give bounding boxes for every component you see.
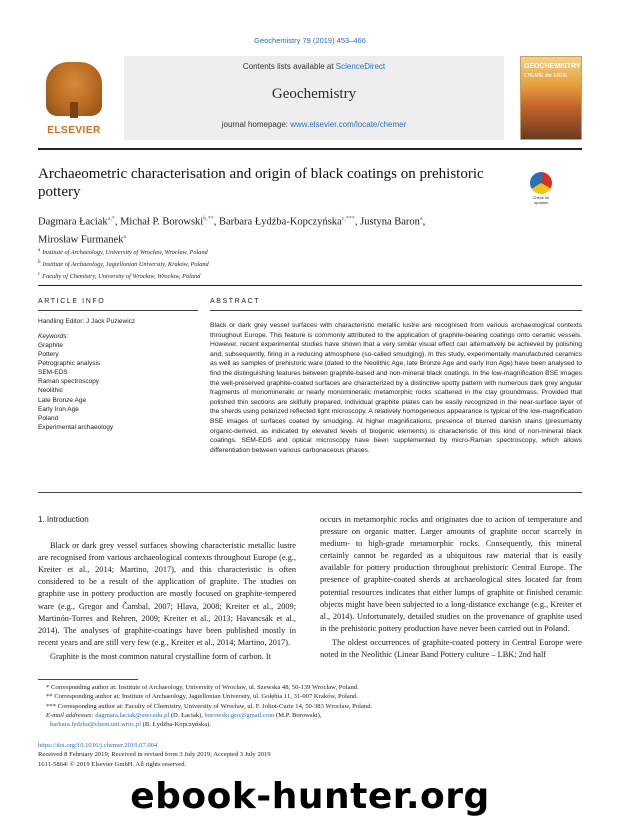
journal-cover-image[interactable] (520, 56, 582, 140)
publisher-name: ELSEVIER (47, 125, 101, 136)
keyword: Pottery (38, 351, 59, 359)
keyword-list (38, 341, 198, 432)
author-name: Barbara Łydżba-Kopczyńska (218, 216, 342, 228)
cover-subtitle: CHEMIE der ERDE (524, 73, 568, 79)
keyword: Petrographic analysis (38, 360, 101, 368)
affiliation-key: a (38, 248, 41, 253)
tree-trunk (70, 102, 78, 118)
copyright: 1611-5864/ © 2019 Elsevier GmbH. All rights reserved. (38, 760, 187, 768)
email-link[interactable]: barbara.lydzba@chem.uni.wroc.pl (50, 721, 142, 729)
footnote-rule (38, 679, 138, 680)
journal-banner (124, 56, 504, 140)
contents-line (124, 62, 504, 71)
abstract-bottom-rule (38, 492, 582, 493)
header-divider (38, 148, 582, 150)
check-updates-icon (530, 172, 552, 194)
affiliation-item (38, 246, 578, 258)
footnote: ** Corresponding author at: Institute of Archaeology, Jagiellonian University, ul. Gołębia 11, 31-007 Kraków, Poland. (46, 693, 358, 701)
author-list: Dagmara Łaciak$^{a,*}$, Michał P. Borowski$^{b,**}$, Barbara Łydżba-Kopczyńska$^{c,***}$, Justyna Baron$^a$, Mirosław Furmanek$^a$ (38, 216, 426, 245)
keyword: Late Bronze Age (38, 396, 87, 404)
keyword: Neolithic (38, 387, 63, 395)
body-paragraph: Black or dark grey vessel surfaces showing characteristic metallic lustre are recognised from various archaeological contexts throughout Europe (e.g., Kreiter et al., 2014; Martino, 2017), and this characteristic is often considered to be a result of the application of graphite. The studies on graphite use in pottery production are mostly focused on graphite-tempered ware (e.g., Gregor and Čambal, 2007; Hlava, 2008; Kreiter et al., 2009; Martinón-Torres and Rehren, 2009; Kreiter et al., 2013; Havancsák et al., 2014). The analyses of graphite-coatings have been published mostly in recent years and are still very few (e.g., Kreiter et al., 2014; Martino, 2017). (38, 541, 296, 647)
check-updates-label: Check for updates (532, 195, 550, 205)
cover-title: GEOCHEMISTRY (524, 63, 581, 70)
watermark: ebook-hunter.org (130, 776, 490, 817)
email-label: E-mail addresses: (46, 711, 96, 719)
affiliation-key: c (38, 272, 41, 278)
journal-citation[interactable]: Geochemistry 79 (2019) 453–466 (254, 36, 366, 45)
affiliation-item (38, 258, 578, 270)
journal-name: Geochemistry (271, 86, 357, 102)
keyword: Experimental archaeology (38, 423, 114, 431)
article-info-rule (38, 310, 198, 311)
footnote: * Corresponding author at: Institute of Archaeology, University of Wrocław, ul. Szewska 48, 50-139 Wrocław, Poland. (46, 684, 359, 691)
author-affiliation-marker[interactable]: b,** (203, 216, 214, 222)
contents-prefix: Contents lists available at (242, 62, 336, 71)
email-owner: (M.P. Borowski), (274, 711, 322, 719)
journal-header (38, 56, 582, 140)
author-affiliation-marker[interactable]: a (419, 216, 423, 222)
homepage-prefix: journal homepage: (221, 120, 291, 129)
homepage-link[interactable]: www.elsevier.com/locate/chemer (290, 120, 407, 129)
author-affiliation-marker[interactable]: a,* (107, 216, 115, 222)
section-heading: 1. Introduction (38, 515, 89, 524)
keyword: Graphite (38, 342, 63, 349)
abstract-heading: ABSTRACT (210, 298, 261, 305)
affiliation-text: Institute of Archaeology, Jagiellonian University, Kraków, Poland (42, 261, 209, 269)
email-addresses (38, 711, 582, 730)
keyword: Poland (38, 414, 59, 422)
abstract-text: Black or dark grey vessel surfaces with characteristic metallic lustre are recognised from various archaeological contexts throughout Europe. This feature is commonly attributed to the application of graphite-bearing coatings onto ceramic vessels. However, recent experimental studies have shown that a very similar visual effect can alternatively be achieved by polishing and, subsequently, firing in a reducing atmosphere (so-called smudging). In this study, experimentally manufactured ceramics as well as samples of prehistoric ware (dated to the Neolithic Age, late Bronze Age and early Iron Age) have been analysed to find the distinguishing features between graphite-based and non-mineral black coatings. In the low-magnification BSE images the well-preserved graphite-coated surfaces are characterized by a distinctive spotty pattern with numerous dark grey angular fragments of monomineralic or nearly monomineralic metamorphic rocks scattered in the clay groundmass. Provided that polished thin sections are skilfully prepared, individual graphite plates can be easily recognized in the near-surface layer of the sherds using polarized reflected light microscopy. A relatively homogeneous appearance is typical of the low-magnification BSE images of surfaces coated by smudging. At higher magnifications, presence of blurred darkish stains (presumably organic-derived, as indicated by elevated levels of biogenic elements) is characteristic of this kind of non-mineral black coatings. SEM-EDS and optical microscopy have been supplemented by micro-Raman spectroscopy, which allows differentiation between various carbonaceous phases. (210, 322, 582, 454)
keywords-label: Keywords: (38, 333, 69, 340)
body-paragraph: occurs in metamorphic rocks and originates due to action of temperature and pressure on organic matter. Larger amounts of graphite occur scarcely in medium- to high-grade metamorphic rocks. Consequently, this mineral certainly cannot be regarded as a ubiquitous raw material that is easily available for pottery production throughout prehistoric Central Europe. The presence of graphite-coated sherds at archaeological sites located far from potential resources indicates that either lumps of graphite or finished ceramic objects might have been subjected to a long-distance exchange (e.g., Kreiter et al., 2014). Unfortunately, detailed studies on the provenance of graphite used in the prehistoric pottery production have never been carried out in Poland. (320, 515, 582, 633)
elsevier-logo (38, 56, 110, 140)
affiliation-text: Institute of Archaeology, University of Wrocław, Wrocław, Poland (42, 249, 208, 257)
author-name: Dagmara Łaciak (38, 216, 108, 228)
keyword: Raman spectroscopy (38, 378, 100, 386)
body-column-right (320, 514, 582, 663)
received-dates: Received 8 February 2019; Received in revised form 3 July 2019; Accepted 3 July 2019 (38, 751, 271, 759)
body-paragraph: Graphite is the most common natural crystalline form of carbon. It (50, 651, 271, 661)
footnote: *** Corresponding author at: Faculty of Chemistry, University of Wrocław, ul. F. Joliot-Curie 14, 50-383 Wrocław, Poland. (46, 702, 373, 710)
body-paragraph: The oldest occurrences of graphite-coated pottery in Central Europe were noted in the Neolithic (Linear Band Pottery culture – LBK; 2nd half (320, 637, 582, 660)
sciencedirect-link[interactable]: ScienceDirect (335, 62, 386, 71)
email-link[interactable]: dagmara.laciak@uwr.edu.pl (95, 711, 170, 719)
author-name: Justyna Baron (360, 216, 420, 228)
author-name: Mirosław Furmanek (38, 234, 124, 245)
abstract-rule (210, 310, 582, 311)
email-owner: (B. Łydżba-Kopczyńska). (141, 721, 211, 729)
email-owner: (D. Łaciak), (169, 711, 205, 719)
author-name: Michał P. Borowski (120, 216, 204, 228)
doi-link[interactable]: https://doi.org/10.1016/j.chemer.2019.07.004 (38, 742, 158, 749)
affiliation-key: b (38, 260, 41, 266)
footnotes (38, 683, 582, 729)
front-matter-divider (38, 285, 582, 286)
article-title: Archaeometric characterisation and origin of black coatings on prehistoric pottery (38, 166, 484, 200)
publication-info (38, 741, 582, 769)
keyword: Early Iron Age (38, 405, 79, 413)
article-info-heading: ARTICLE INFO (38, 298, 106, 305)
affiliation-text: Faculty of Chemistry, University of Wrocław, Wrocław, Poland (42, 273, 201, 281)
keyword: SEM-EDS (38, 369, 68, 377)
homepage-line (124, 120, 504, 129)
check-for-updates-button[interactable] (528, 172, 554, 205)
email-link[interactable]: borowski.geo@gmail.com (204, 711, 275, 719)
affiliations (38, 246, 578, 282)
handling-editor: Handling Editor: J Jack Puziewicz (38, 318, 136, 325)
body-column-left (38, 514, 296, 665)
author-affiliation-marker[interactable]: a (123, 233, 127, 240)
author-affiliation-marker[interactable]: c,*** (341, 216, 355, 222)
affiliation-item (38, 270, 578, 282)
